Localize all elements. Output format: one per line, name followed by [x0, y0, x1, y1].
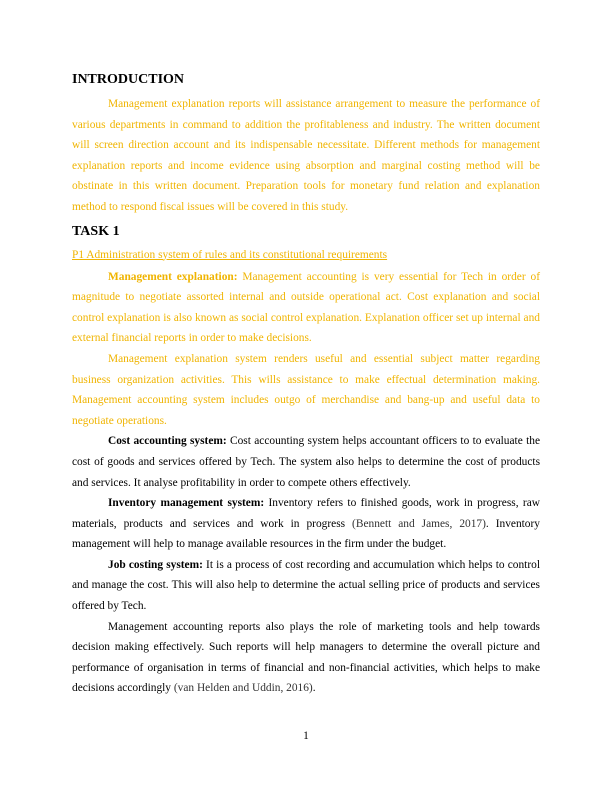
- section-link[interactable]: P1 Administration system of rules and its constitutional requirements: [72, 248, 388, 261]
- citation: (van Helden and Uddin, 2016): [173, 682, 313, 695]
- paragraph-text: .: [312, 682, 316, 695]
- paragraph-text: Management accounting is very essential for Tech in order of magnitude to negotiate assorted internal and outside operational act. Cost explanation and social control explanation is also known as social control explanation. Explanation officer set up internal and external financial reports in order to make decisions.: [72, 270, 540, 345]
- paragraph-text: Inventory refers to finished goods, work in progress, raw materials, products and services and work in progress: [72, 497, 540, 530]
- paragraph-management-explanation: [72, 267, 540, 349]
- paragraph-text: Cost accounting system helps accountant officers to to evaluate the cost of goods and services offered by Tech. The system also helps to determine the cost of products and services. It analyse profitability in order to compete others effectively.: [72, 435, 541, 489]
- paragraph-management-system: Management explanation system renders useful and essential subject matter regarding business organization activities. This wills assistance to make effectual determination making. Management accounting system includes outgo of merchandise and bang-up and useful data to negotiate operations.: [72, 352, 540, 427]
- paragraph-text: It is a process of cost recording and accumulation which helps to control and manage the cost. This will also help to determine the actual selling price of products and services offered by Tech.: [72, 558, 540, 613]
- paragraph-inventory: [72, 493, 540, 555]
- paragraph-text: . Inventory management will help to manage available resources in the firm under the budget.: [72, 517, 540, 551]
- lead-term: Cost accounting system:: [108, 435, 227, 448]
- paragraph-cost-accounting: [72, 431, 540, 493]
- paragraph-reports: [72, 617, 540, 699]
- intro-heading: INTRODUCTION: [72, 72, 185, 87]
- paragraph-job-costing: [72, 555, 540, 617]
- intro-paragraph: Management explanation reports will assistance arrangement to measure the performance of various departments in command to addition the profitableness and industry. The written document will screen direction account and its indispensable necessitate. Different methods for management explanation reports and income evidence using absorption and marginal costing method will be obstinate in this written document. Preparation tools for monetary fund relation and explanation method to respond fiscal issues will be covered in this study.: [72, 98, 540, 213]
- paragraph-text: Management accounting reports also plays the role of marketing tools and help towards decision making effectively. Such reports will help managers to determine the overall picture and performance of organisation in terms of financial and non-financial activities, which helps to make decisions accordingly: [72, 620, 540, 695]
- citation: (Bennett and James, 2017): [352, 517, 486, 530]
- task-heading: TASK 1: [72, 223, 120, 239]
- lead-term: Inventory management system:: [108, 497, 265, 510]
- document-page: [72, 72, 540, 699]
- page-number: 1: [303, 730, 309, 742]
- lead-term: Job costing system:: [108, 558, 203, 571]
- lead-term: Management explanation:: [108, 270, 238, 283]
